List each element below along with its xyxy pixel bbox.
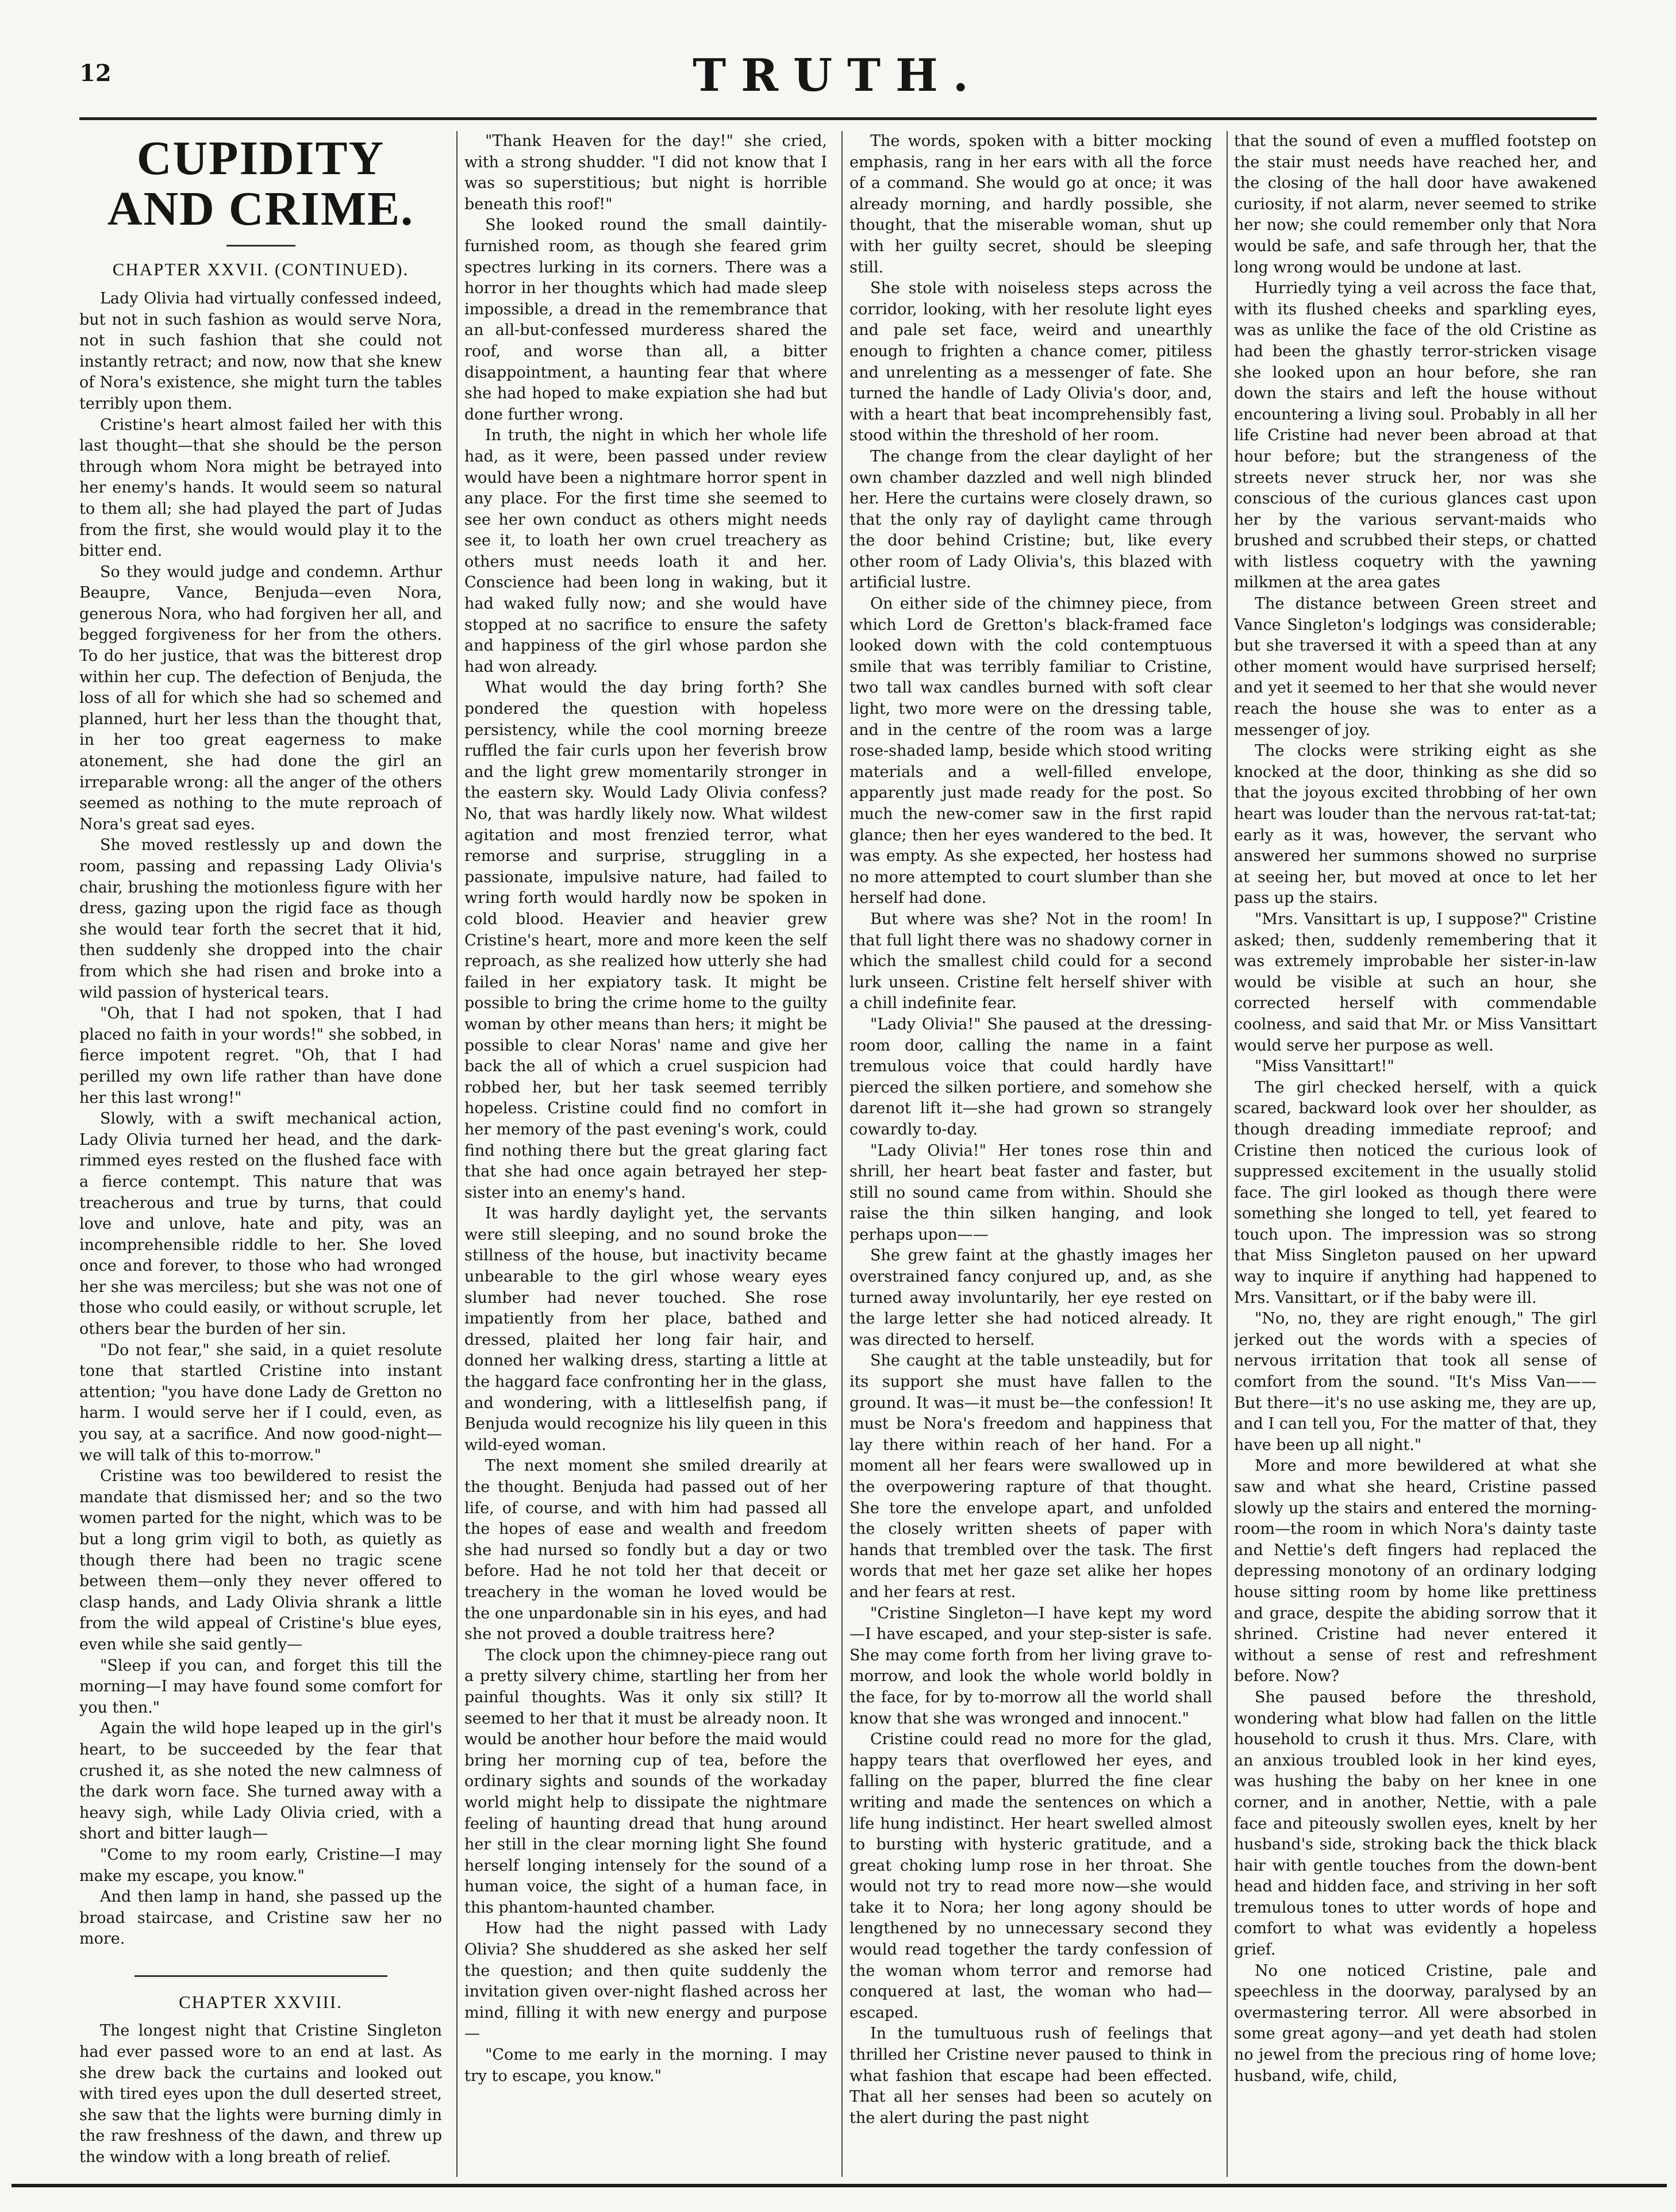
paragraph: She paused before the threshold, wondering what blow had fallen on the little household to crush it thus. Mrs. Clare, with an anxious troubled look in her kind eyes, was hushing the baby on her knee in one corner, and in another, Nettie, with a pale face and piteously swollen eyes, knelt by her husband's side, stroking back the thick black hair with gentle touches from the down-bent head and hidden face, and striving in her soft tremulous tones to utter words of hope and comfort to what was evidently a hopeless grief.	[1234, 1688, 1597, 1959]
chapter-28-text	[79, 2021, 442, 2168]
paragraph: She stole with noiseless steps across the corridor, looking, with her resolute light eyes and pale set face, weird and unearthly enough to frighten a chance comer, pitiless and unrelenting as a messenger of fate. She turned the handle of Lady Olivia's door, and, with a heart that beat incomprehensibly fast, stood within the threshold of her room.	[849, 279, 1212, 445]
paragraph: Hurriedly tying a veil across the face that, with its flushed cheeks and sparkling eyes, was as unlike the face of the old Cristine as had been the ghastly terror-stricken visage she looked upon an hour before, she ran down the stairs and left the house without encountering a living soul. Probably in all her life Cristine had never been abroad at that hour before; but the strangeness of the streets never struck her, nor was she conscious of the curious glances cast upon her by the various servant-maids who brushed and scrubbed their steps, or chatted with listless coquetry with the yawning milkmen at the area gates	[1234, 279, 1597, 592]
paragraph: "Thank Heaven for the day!" she cried, with a strong shudder. "I did not know that I was so superstitious; but night is horrible beneath this roof!"	[464, 132, 827, 213]
column-1	[79, 131, 442, 2177]
paragraph: How had the night passed with Lady Olivia? She shuddered as she asked her self the question; and then quite suddenly the invitation given over-night flashed across her mind, filling it with new energy and purpose—	[464, 1919, 827, 2043]
paragraph: She looked round the small daintily-furnished room, as though she feared grim spectres lurking in its corners. There was a horror in her thoughts which had made sleep impossible, a dread in the remembrance that an all-but-confessed murderess shared the roof, and worse than all, a bitter disappointment, a haunting fear that where she had hoped to make expiation she had but done further wrong.	[464, 216, 827, 424]
paragraph: "Lady Olivia!" She paused at the dressing-room door, calling the name in a faint tremulous voice that could hardly have pierced the silken portiere, and somehow she darenot lift it—she had grown so strangely cowardly to-day.	[849, 1015, 1212, 1138]
paragraph: "Do not fear," she said, in a quiet resolute tone that startled Cristine into instant attention; "you have done Lady de Gretton no harm. I would serve her if I could, even, as you say, at a sacrifice. And now good-night—we will talk of this to-morrow."	[79, 1341, 442, 1464]
paragraph: "Oh, that I had not spoken, that I had placed no faith in your words!" she sobbed, in fierce impotent regret. "Oh, that I had perilled my own life rather than have done her this last wrong!"	[79, 1005, 442, 1107]
paragraph: "No, no, they are right enough," The girl jerked out the words with a species of nervous irritation that took all sense of comfort from the sound. "It's Miss Van—— But there—it's no use asking me, they are up, and I can tell you, For the matter of that, they have been up all night."	[1234, 1310, 1597, 1454]
column-2	[464, 131, 827, 2177]
paragraph: It was hardly daylight yet, the servants were still sleeping, and no sound broke the stillness of the house, but inactivity became unbearable to the girl whose weary eyes slumber had never touched. She rose impatiently from her place, bathed and dressed, plaited her long fair hair, and donned her walking dress, starting a little at the haggard face confronting her in the glass, and wondering, with a littleselfish pang, if Benjuda would recognize his lily queen in this wild-eyed woman.	[464, 1205, 827, 1454]
column-rule	[841, 131, 843, 2177]
paragraph: "Cristine Singleton—I have kept my word—I have escaped, and your step-sister is safe. She may come forth from her living grave to-morrow, and look the whole world boldly in the face, for by to-morrow all the world shall know that she was wronged and innocent."	[849, 1604, 1212, 1728]
paragraph: The next moment she smiled drearily at the thought. Benjuda had passed out of her life, of course, and with him had passed all the hopes of ease and wealth and freedom she had nursed so fondly but a day or two before. Had he not told her that deceit or treachery in the woman he loved would be the one unpardonable sin in his eyes, and had she not proved a double traitress here?	[464, 1457, 827, 1644]
paragraph: "Lady Olivia!" Her tones rose thin and shrill, her heart beat faster and faster, but still no sound came from within. Should she raise the thin silken hanging, and look perhaps upon——	[849, 1141, 1212, 1244]
paragraph: What would the day bring forth? She pondered the question with hopeless persistency, while the cool morning breeze ruffled the fair curls upon her feverish brow and the light grew momentarily stronger in the eastern sky. Would Lady Olivia confess? No, that was hardly likely now. What wildest agitation and most frenzied terror, what remorse and surprise, struggling in a passionate, impulsive nature, had failed to wring forth would hardly now be spoken in cold blood. Heavier and heavier grew Cristine's heart, more and more keen the self reproach, as she realized how utterly she had failed in her expiatory task. It might be possible to bring the crime home to the guilty woman by other means than hers; it might be possible to clear Noras' name and give her back the all of which a cruel suspicion had robbed her, but her task seemed terribly hopeless. Cristine could find no comfort in her memory of the past evening's work, could find nothing there but the great glaring fact that she had once again betrayed her step-sister into an enemy's hand.	[464, 679, 827, 1202]
paragraph: "Come to my room early, Cristine—I may make my escape, you know."	[79, 1845, 442, 1885]
paragraph: No one noticed Cristine, pale and speechless in the doorway, paralysed by an overmastering terror. All were absorbed in some great agony—and yet death had stolen no jewel from the precious ring of home love; husband, wife, child,	[1234, 1961, 1597, 2085]
paragraph: "Miss Vansittart!"	[1255, 1057, 1394, 1076]
column-rule	[456, 131, 458, 2177]
paragraph: She caught at the table unsteadily, but for its support she must have fallen to the ground. It was—it must be—the confession! It must be Nora's freedom and happiness that lay there within reach of her hand. For a moment all her fears were swallowed up in the overpowering rapture of that thought. She tore the envelope apart, and unfolded the closely written sheets of paper with hands that trembled over the task. The first words that met her gaze set alike her hopes and her fears at rest.	[849, 1352, 1212, 1601]
paragraph: The longest night that Cristine Singleton had ever passed wore to an end at last. As she drew back the curtains and looked out with tired eyes upon the dull deserted street, she saw that the lights were burning dimly in the raw freshness of the dawn, and threw up the window with a long breath of relief.	[79, 2022, 442, 2167]
paragraph: So they would judge and condemn. Arthur Beaupre, Vance, Benjuda—even Nora, generous Nora, who had forgiven her all, and begged forgiveness for her from the others. To do her justice, that was the bitterest drop within her cup. The defection of Benjuda, the loss of all for which she had so schemed and planned, hurt her less than the thought that, in her too great eagerness to make atonement, she had done the girl an irreparable wrong: all the anger of the others seemed as nothing to the mute reproach of Nora's great sad eyes.	[79, 563, 442, 833]
page-bottom-rule	[11, 2184, 1667, 2187]
paragraph: "Sleep if you can, and forget this till the morning—I may have found some comfort for you then."	[79, 1656, 442, 1717]
paragraph: The words, spoken with a bitter mocking emphasis, rang in her ears with all the force of a command. She would go at once; it was already morning, and hardly possible, she thought, that the miserable woman, shut up with her guilty secret, should be sleeping still.	[849, 132, 1212, 276]
paragraph: The distance between Green street and Vance Singleton's lodgings was considerable; but she traversed it with a speed than at any other moment would have surprised herself; and yet it seemed to her that she would never reach the house she was to enter as a messenger of joy.	[1234, 595, 1597, 739]
column-rule	[1227, 131, 1228, 2177]
paragraph: More and more bewildered at what she saw and what she heard, Cristine passed slowly up the stairs and entered the morning-room—the room in which Nora's dainty taste and Nettie's deft fingers had replaced the depressing monotony of an ordinary lodging house sitting room by home like prettiness and grace, despite the abiding sorrow that it shrined. Cristine had never entered it without a sense of rest and refreshment before. Now?	[1234, 1457, 1597, 1686]
paragraph: She grew faint at the ghastly images her overstrained fancy conjured up, and, as she turned away involuntarily, her eye rested on the large letter she had noticed already. It was directed to herself.	[849, 1247, 1212, 1349]
paragraph: The clock upon the chimney-piece rang out a pretty silvery chime, startling her from her painful thoughts. Was it only six still? It seemed to her that it must be already noon. It would be another hour before the maid would bring her morning cup of tea, before the ordinary sights and sounds of the workaday world might help to dissipate the nightmare feeling of haunting dread that hung around her still in the clear morning light She found herself longing intensely for the sound of a human voice, the sight of a human face, in this phantom-haunted chamber.	[464, 1646, 827, 1917]
chapter-28-heading: CHAPTER XXVIII.	[179, 1991, 343, 2012]
paragraph: Again the wild hope leaped up in the girl's heart, to be succeeded by the fear that crushed it, as she noted the new calmness of the dark worn face. She turned away with a heavy sigh, while Lady Olivia cried, with a short and bitter laugh—	[79, 1719, 442, 1843]
column-4	[1234, 131, 1597, 2177]
article-columns	[79, 131, 1597, 2177]
page-number: 12	[79, 60, 112, 87]
paragraph: In truth, the night in which her whole life had, as it were, been passed under review would have been a nightmare horror spent in any place. For the first time she seemed to see her own conduct as others might needs see it, to loath her own cruel treachery as others must needs loath it and her. Conscience had been long in waking, but it had waked fully now; and she would have stopped at no sacrifice to ensure the safety and happiness of the girl whose pardon she had won already.	[464, 426, 827, 676]
paragraph: In the tumultuous rush of feelings that thrilled her Cristine never paused to think in what fashion that escape had been effected. That all her senses had been so acutely on the alert during the past night	[849, 2025, 1212, 2127]
paragraph: On either side of the chimney piece, from which Lord de Gretton's black-framed face looked down with the cold contemptuous smile that was terribly familiar to Cristine, two tall wax candles burned with soft clear light, two more were on the dressing table, and in the centre of the room was a large rose-shaded lamp, beside which stood writing materials and a well-filled envelope, apparently just made ready for the post. So much the new-comer saw in the first rapid glance; then her eyes wandered to the bed. It was empty. As she expected, her hostess had no more attempted to court slumber than she herself had done.	[849, 595, 1212, 907]
paragraph: Slowly, with a swift mechanical action, Lady Olivia turned her head, and the dark-rimmed eyes rested on the flushed face with a fierce contempt. This nature that was treacherous and true by turns, that could love and unlove, hate and pity, was an incomprehensible riddle to her. She loved once and forever, to those who had wronged her she was merciless; but she was not one of those who could easily, or without scruple, let others bear the burden of her sin.	[79, 1110, 442, 1338]
paragraph: "Come to me early in the morning. I may try to escape, you know."	[464, 2046, 827, 2085]
headline-rule	[226, 245, 295, 247]
paragraph: Lady Olivia had virtually confessed indeed, but not in such fashion as would serve Nora, not in such fashion that she could not instantly retract; and now, now that she knew of Nora's existence, she might turn the tables terribly upon them.	[79, 289, 442, 413]
page-header	[79, 49, 1597, 113]
paragraph: "Mrs. Vansittart is up, I suppose?" Cristine asked; then, suddenly remembering that it was extremely improbable her sister-in-law would be visible at such an hour, she corrected herself with commendable coolness, and said that Mr. or Miss Vansittart would serve her purpose as well.	[1234, 910, 1597, 1055]
chapter-27-text	[79, 288, 442, 1950]
paragraph: that the sound of even a muffled footstep on the stair must needs have reached her, and the closing of the hall door have awakened curiosity, if not alarm, never seemed to strike her now; she could remember only that Nora would be safe, and safe through her, that the long wrong would be undone at last.	[1234, 132, 1597, 276]
paragraph: The girl checked herself, with a quick scared, backward look over her shoulder, as though dreading immediate reproof; and Cristine then noticed the curious look of suppressed excitement in the usually stolid face. The girl looked as though there were something she longed to tell, yet feared to touch upon. The impression was so strong that Miss Singleton paused on her upward way to inquire if anything had happened to Mrs. Vansittart, or if the baby were ill.	[1234, 1078, 1597, 1307]
paragraph: But where was she? Not in the room! In that full light there was no shadowy corner in which the smallest child could for a second lurk unseen. Cristine felt herself shiver with a chill indefinite fear.	[849, 910, 1212, 1013]
article-headline: CUPIDITY AND CRIME.	[107, 132, 414, 236]
paragraph: Cristine's heart almost failed her with this last thought—that she should be the person through whom Nora might be betrayed into her enemy's hands. It would seem so natural to them all; she had played the part of Judas from the first, she would would play it to the bitter end.	[79, 416, 442, 560]
paragraph: She moved restlessly up and down the room, passing and repassing Lady Olivia's chair, brushing the motionless figure with her dress, gazing upon the rigid face as though she would tear forth the secret that it hid, then suddenly she dropped into the chair from which she had risen and broke into a wild passion of hysterical tears.	[79, 836, 442, 1002]
paragraph: Cristine was too bewildered to resist the mandate that dismissed her; and so the two women parted for the night, which was to be but a long grim vigil to both, as quietly as though there had been no tragic scene between them—only they never offered to clasp hands, and Lady Olivia shrank a little from the wild appeal of Cristine's blue eyes, even while she said gently—	[79, 1467, 442, 1653]
header-rule	[79, 117, 1597, 120]
paragraph: The clocks were striking eight as she knocked at the door, thinking as she did so that the joyous excited throbbing of her own heart was louder than the nervous rat-tat-tat; early as it was, however, the servant who answered her summons showed no surprise at seeing her, but moved at once to let her pass up the stairs.	[1234, 742, 1597, 907]
masthead-title: TRUTH.	[693, 49, 983, 102]
paragraph: Cristine could read no more for the glad, happy tears that overflowed her eyes, and falling on the paper, blurred the fine clear writing and made the sentences on which a life hung indistinct. Her heart swelled almost to bursting with hysteric gratitude, and a great choking lump rose in her throat. She would not try to read more now—she would take it to Nora; her long agony should be lengthened by no unnecessary second they would read together the tardy confession of the woman whom terror and remorse had conquered at last, the woman who had—escaped.	[849, 1730, 1212, 2022]
paragraph: The change from the clear daylight of her own chamber dazzled and well nigh blinded her. Here the curtains were closely drawn, so that the only ray of daylight came through the door behind Cristine; but, like every other room of Lady Olivia's, this blazed with artificial lustre.	[849, 447, 1212, 592]
chapter-27-heading: CHAPTER XXVII. (CONTINUED).	[112, 259, 409, 280]
chapter-divider-rule	[134, 1975, 387, 1977]
paragraph: And then lamp in hand, she passed up the broad staircase, and Cristine saw her no more.	[79, 1888, 442, 1948]
column-3	[849, 131, 1212, 2177]
